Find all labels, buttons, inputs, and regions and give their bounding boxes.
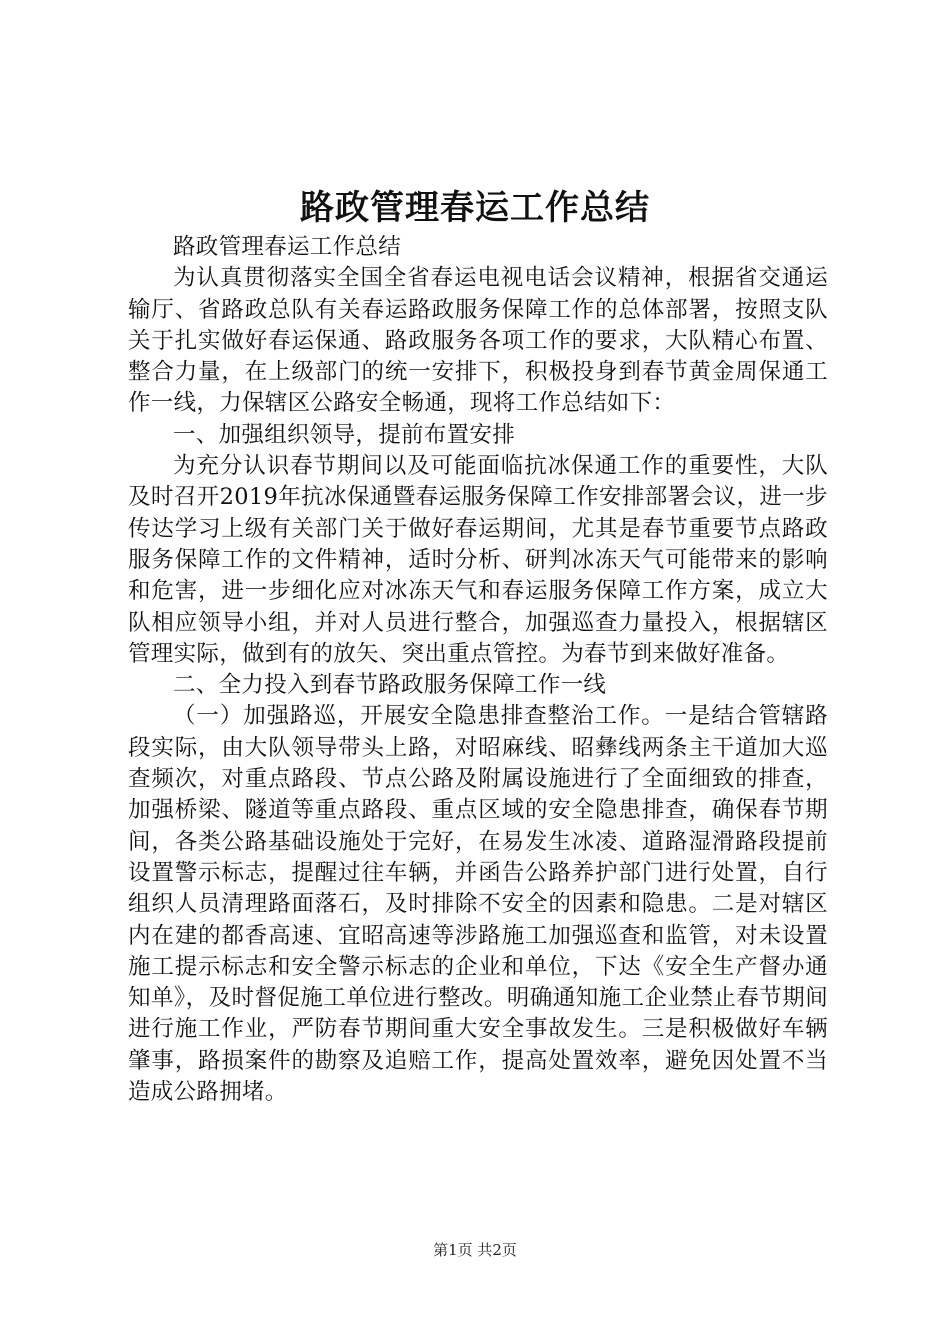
section-heading-1: 一、加强组织领导，提前布置安排 [173, 421, 516, 448]
paragraph-section-2-1: （一）加强路巡，开展安全隐患排查整治工作。一是结合管辖路段实际，由大队领导带头上路，对昭麻线、昭彝线两条主干道加大巡查频次，对重点路段、节点公路及附属设施进行了全面细致的排查，加强桥梁、隧道等重点路段、重点区域的安全隐患排查，确保春节期间，各类公路基础设施处于完好，在易发生冰凌、道路湿滑路段提前设置警示标志，提醒过往车辆，并函告公路养护部门进行处置，自行组织人员清理路面落石，及时排除不安全的因素和隐患。二是对辖区内在建的都香高速、宜昭高速等涉路施工加强巡查和监管，对未设置施工提示标志和安全警示标志的企业和单位，下达《安全生产督办通知单》，及时督促施工单位进行整改。明确通知施工企业禁止春节期间进行施工作业，严防春节期间重大安全事故发生。三是积极做好车辆肇事，路损案件的勘察及追赔工作，提高处置效率，避免因处置不当造成公路拥堵。 [128, 703, 828, 1106]
paragraph-section-1: 为充分认识春节期间以及可能面临抗冰保通工作的重要性，大队及时召开2019年抗冰保通暨春运服务保障工作安排部署会议，进一步传达学习上级有关部门关于做好春运期间，尤其是春节重要节点路政服务保障工作的文件精神，适时分析、研判冰冻天气可能带来的影响和危害，进一步细化应对冰冻天气和春运服务保障工作方案，成立大队相应领导小组，并对人员进行整合，加强巡查力量投入，根据辖区管理实际，做到有的放矢、突出重点管控。为春节到来做好准备。 [128, 453, 828, 667]
document-body [128, 232, 828, 1108]
page-title: 路政管理春运工作总结 [300, 188, 650, 228]
page-footer: 第1页 共2页 [433, 1241, 517, 1259]
paragraph-intro: 为认真贯彻落实全国全省春运电视电话会议精神，根据省交通运输厅、省路政总队有关春运路政服务保障工作的总体部署，按照支队关于扎实做好春运保通、路政服务各项工作的要求，大队精心布置、整合力量，在上级部门的统一安排下，积极投身到春节黄金周保通工作一线，力保辖区公路安全畅通，现将工作总结如下： [128, 265, 828, 417]
paragraph-subtitle: 路政管理春运工作总结 [173, 234, 402, 260]
section-heading-2: 二、全力投入到春节路政服务保障工作一线 [173, 672, 607, 699]
